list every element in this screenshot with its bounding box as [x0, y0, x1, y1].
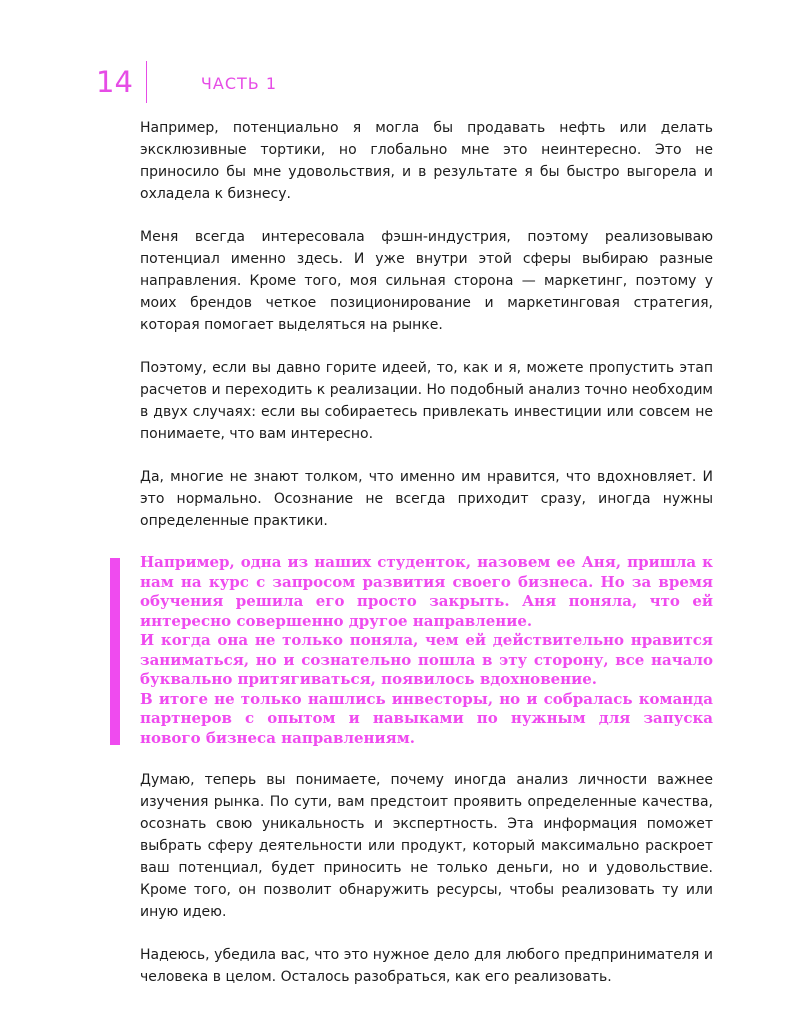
paragraph-6: Надеюсь, убедила вас, что это нужное дело для любого предпринимателя и человека в целом. Осталось разобраться, как его реализовать.	[140, 947, 713, 985]
callout-part-3: В итоге не только нашлись инвесторы, но и собралась команда партнеров с опытом и навыками по нужным для запуска нового бизнеса направлениям.	[140, 689, 713, 747]
page-number: 14	[96, 64, 133, 99]
paragraph-1: Например, потенциально я могла бы продавать нефть или делать эксклюзивные тортики, но глобально мне это неинтересно. Это не приносило бы мне удовольствия, и в результате я бы быстро выгорела и охладела к бизнесу.	[140, 120, 713, 202]
header-divider	[146, 61, 147, 103]
callout-accent-bar	[110, 558, 120, 745]
section-title: ЧАСТЬ 1	[200, 73, 278, 93]
callout-part-2: И когда она не только поняла, чем ей действительно нравится заниматься, но и сознательно пошла в эту сторону, все начало буквально притягиваться, появилось вдохновение.	[140, 631, 713, 688]
paragraph-2: Меня всегда интересовала фэшн-индустрия, поэтому реализовываю потенциал именно здесь. И уже внутри этой сферы выбираю разные направления. Кроме того, моя сильная сторона — маркетинг, поэтому у моих брендов четкое позиционирование и маркетинговая стратегия, которая помогает выделяться на рынке.	[140, 229, 713, 333]
paragraph-4: Да, многие не знают толком, что именно им нравится, что вдохновляет. И это нормально. Осознание не всегда приходит сразу, иногда нужны определенные практики.	[140, 469, 713, 529]
paragraph-5: Думаю, теперь вы понимаете, почему иногда анализ личности важнее изучения рынка. По сути, вам предстоит проявить определенные качества, осознать свою уникальность и экспертность. Эта информация поможет выбрать сферу деятельности или продукт, который максимально раскроет ваш потенциал, будет приносить не только деньги, но и удовольствие. Кроме того, он позволит обнаружить ресурсы, чтобы реализовать ту или иную идею.	[140, 772, 713, 920]
paragraph-3: Поэтому, если вы давно горите идеей, то, как и я, можете пропустить этап расчетов и переходить к реализации. Но подобный анализ точно необходим в двух случаях: если вы собираетесь привлекать инвестиции или совсем не понимаете, что вам интересно.	[140, 360, 713, 442]
page-header	[96, 60, 277, 104]
callout-text	[140, 553, 713, 748]
callout-part-1: Например, одна из наших студенток, назовем ее Аня, пришла к нам на курс с запросом развития своего бизнеса. Но за время обучения решила его просто закрыть. Аня поняла, что ей интересно совершенно другое направление.	[140, 553, 713, 630]
highlight-callout	[140, 553, 713, 748]
page-body	[140, 117, 713, 1009]
